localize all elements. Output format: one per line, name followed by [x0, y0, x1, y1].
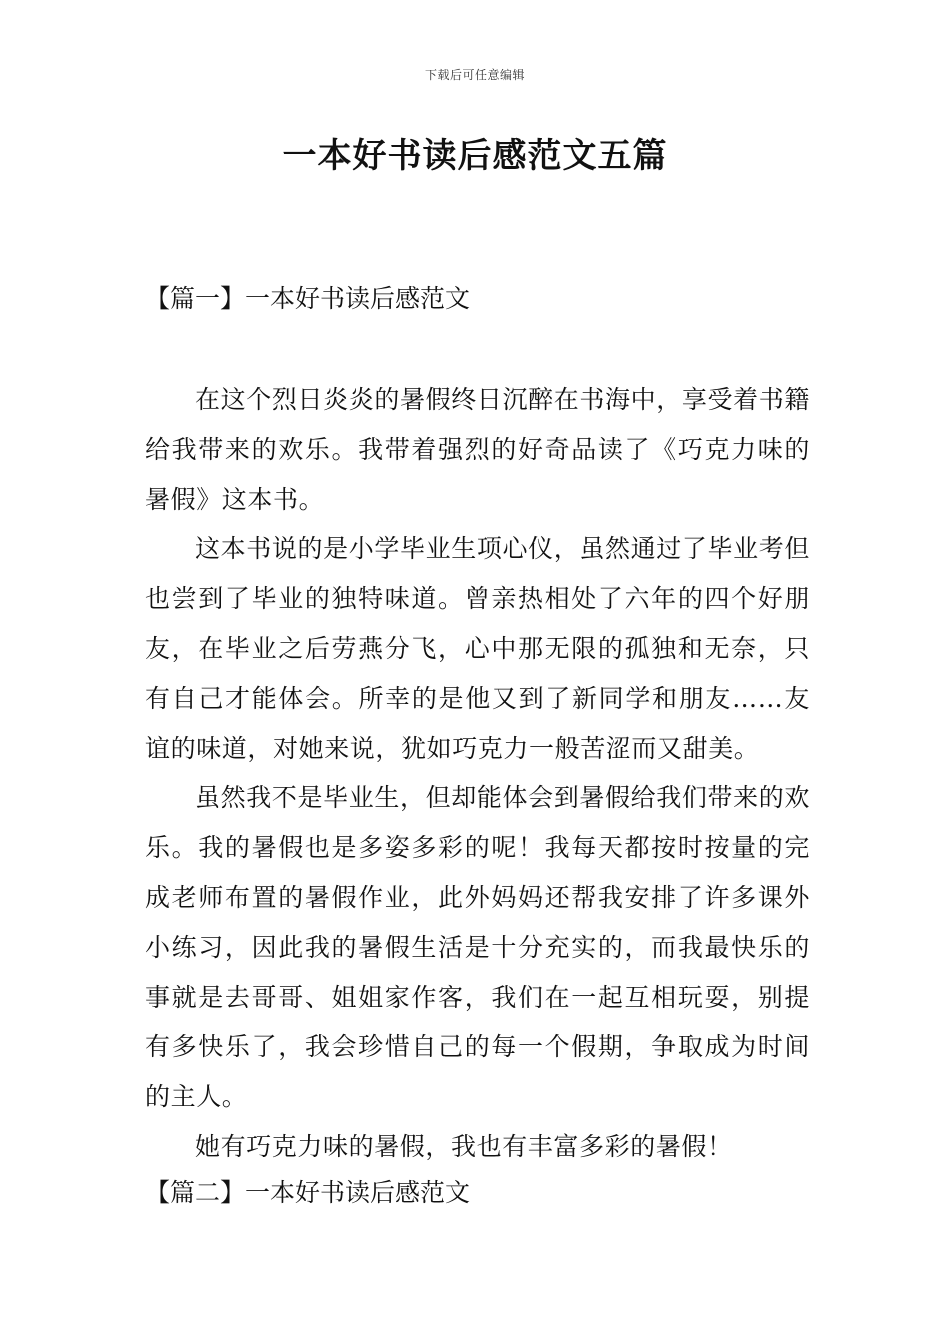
section-1-body: [145, 375, 810, 1172]
section-heading-2: 【篇二】一本好书读后感范文: [145, 1178, 471, 1207]
paragraph-2: 这本书说的是小学毕业生项心仪，虽然通过了毕业考但也尝到了毕业的独特味道。曾亲热相处了六年的四个好朋友，在毕业之后劳燕分飞，心中那无限的孤独和无奈，只有自己才能体会。所幸的是他又到了新同学和朋友……友谊的味道，对她来说，犹如巧克力一般苦涩而又甜美。: [145, 534, 810, 763]
paragraph-1: 在这个烈日炎炎的暑假终日沉醉在书海中，享受着书籍给我带来的欢乐。我带着强烈的好奇品读了《巧克力味的暑假》这本书。: [145, 385, 810, 514]
paragraph-3: 虽然我不是毕业生，但却能体会到暑假给我们带来的欢乐。我的暑假也是多姿多彩的呢！我每天都按时按量的完成老师布置的暑假作业，此外妈妈还帮我安排了许多课外小练习，因此我的暑假生活是十分充实的，而我最快乐的事就是去哥哥、姐姐家作客，我们在一起互相玩耍，别提有多快乐了，我会珍惜自己的每一个假期，争取成为时间的主人。: [145, 783, 810, 1112]
document-title: 一本好书读后感范文五篇: [282, 136, 668, 176]
header-note: 下载后可任意编辑: [424, 68, 525, 82]
section-heading-1: 【篇一】一本好书读后感范文: [145, 284, 471, 313]
paragraph-4: 她有巧克力味的暑假，我也有丰富多彩的暑假！: [195, 1131, 733, 1161]
